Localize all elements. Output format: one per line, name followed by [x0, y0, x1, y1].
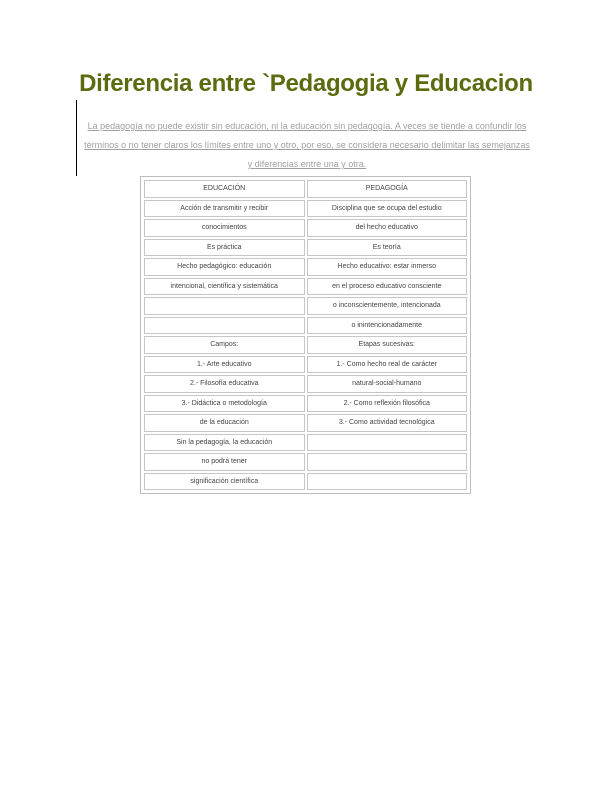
pedagogia-cell: Etapas sucesivas:: [307, 336, 468, 354]
educacion-cell: Campos:: [144, 336, 305, 354]
comparison-table-body: [144, 180, 467, 490]
table-row: [144, 434, 467, 452]
pedagogia-cell: [307, 453, 468, 471]
pedagogia-cell: o inconscientemente, intencionada: [307, 297, 468, 315]
educacion-cell: [144, 317, 305, 335]
pedagogia-cell: 1.- Como hecho real de carácter: [307, 356, 468, 374]
table-row: [144, 375, 467, 393]
pedagogia-cell: natural-social-humano: [307, 375, 468, 393]
educacion-cell: Acción de transmitir y recibir: [144, 200, 305, 218]
pedagogia-cell: [307, 473, 468, 491]
table-row: [144, 200, 467, 218]
pedagogia-cell: Hecho educativo: estar inmerso: [307, 258, 468, 276]
table-row: [144, 395, 467, 413]
educacion-cell: EDUCACIÓN: [144, 180, 305, 198]
pedagogia-cell: 3.- Como actividad tecnológica: [307, 414, 468, 432]
table-row: [144, 356, 467, 374]
table-row: [144, 336, 467, 354]
educacion-cell: [144, 297, 305, 315]
pedagogia-cell: del hecho educativo: [307, 219, 468, 237]
educacion-cell: 2.- Filosofía educativa: [144, 375, 305, 393]
pedagogia-cell: Es teoría: [307, 239, 468, 257]
table-row: [144, 297, 467, 315]
educacion-cell: Sin la pedagogía, la educación: [144, 434, 305, 452]
table-row: [144, 219, 467, 237]
comparison-table: [140, 176, 471, 494]
educacion-cell: Hecho pedagógico: educación: [144, 258, 305, 276]
pedagogia-cell: Disciplina que se ocupa del estudio: [307, 200, 468, 218]
educacion-cell: Es práctica: [144, 239, 305, 257]
intro-link-text[interactable]: La pedagogía no puede existir sin educación, ni la educación sin pedagogía. A veces se tiende a confundir los términos o no tener claros los límites entre uno y otro, por eso, se considera necesario delimitar las semejanzas y diferencias entre una y otra.: [84, 121, 530, 169]
table-row: [144, 180, 467, 198]
educacion-cell: de la educación: [144, 414, 305, 432]
educacion-cell: no podrá tener: [144, 453, 305, 471]
table-row: [144, 473, 467, 491]
educacion-cell: conocimientos: [144, 219, 305, 237]
table-row: [144, 453, 467, 471]
table-row: [144, 278, 467, 296]
pedagogia-cell: 2.- Como reflexión filosófica: [307, 395, 468, 413]
educacion-cell: 3.- Didáctica o metodología: [144, 395, 305, 413]
margin-rule: [76, 100, 77, 176]
educacion-cell: significación científica: [144, 473, 305, 491]
educacion-cell: intencional, científica y sistemática: [144, 278, 305, 296]
pedagogia-cell: PEDAGOGÍA: [307, 180, 468, 198]
table-row: [144, 239, 467, 257]
pedagogia-cell: [307, 434, 468, 452]
page-title: Diferencia entre `Pedagogia y Educacion: [79, 70, 533, 97]
educacion-cell: 1.- Arte educativo: [144, 356, 305, 374]
pedagogia-cell: en el proceso educativo consciente: [307, 278, 468, 296]
table-row: [144, 258, 467, 276]
table-row: [144, 414, 467, 432]
table-row: [144, 317, 467, 335]
pedagogia-cell: o inintencionadamente: [307, 317, 468, 335]
